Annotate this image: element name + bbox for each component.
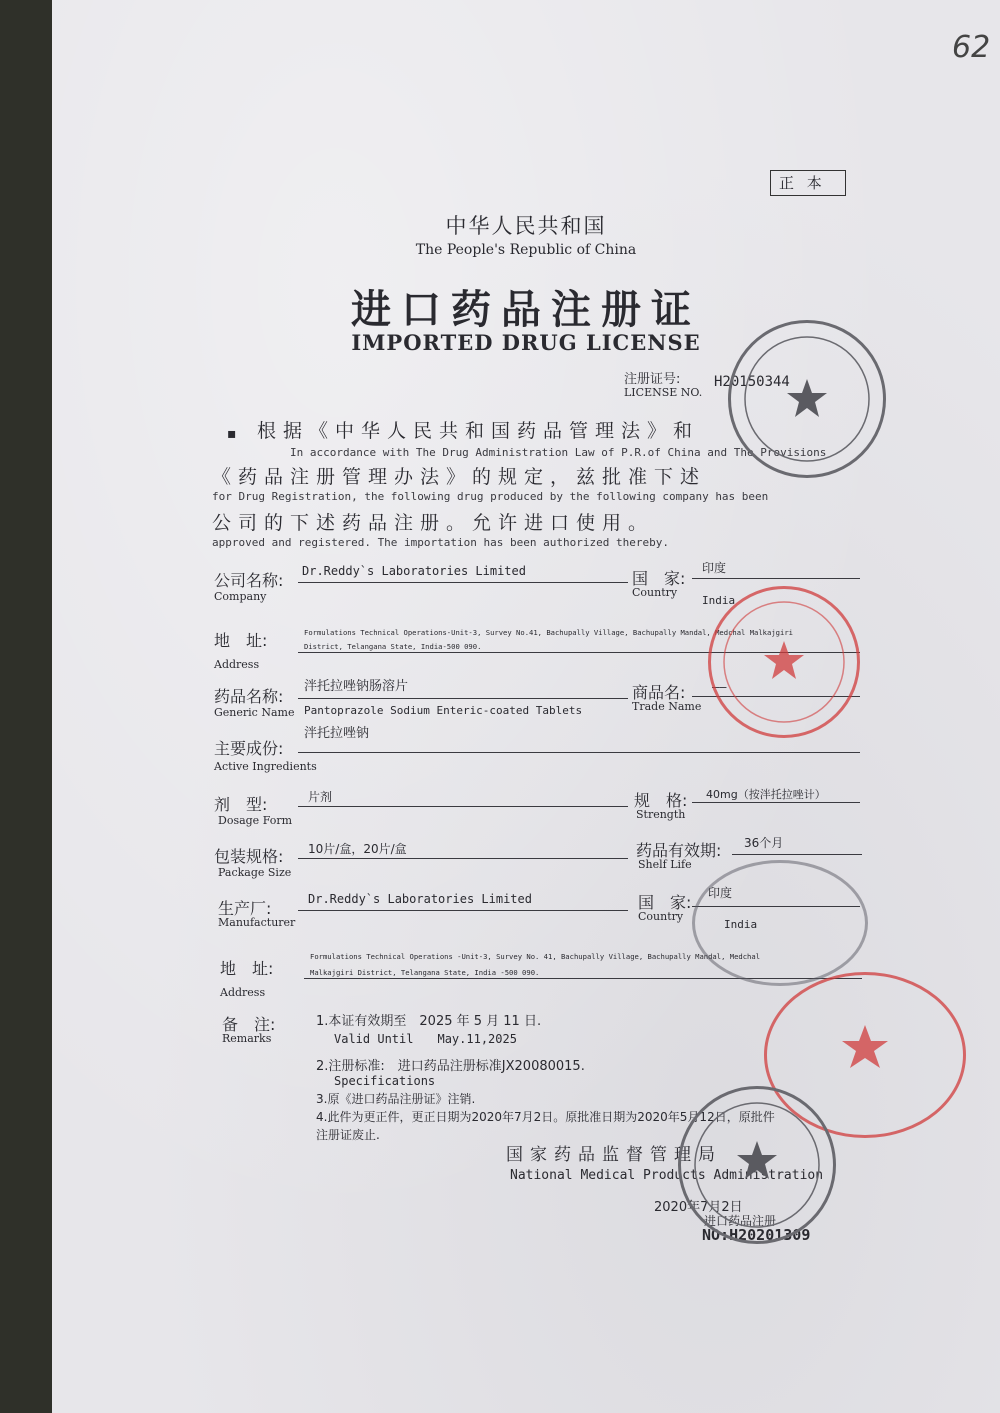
license-no: H20150344 — [714, 374, 790, 390]
remarks-label-en: Remarks — [222, 1032, 272, 1045]
bullet-dot: ▪ — [227, 426, 237, 442]
remarks-item2-zh: 2.注册标准: 进口药品注册标准JX20080015. — [316, 1059, 585, 1074]
stamp-company-rep-office-svg — [731, 323, 883, 475]
strength-label-en: Strength — [636, 808, 686, 821]
generic-underline — [298, 698, 628, 699]
scan-frame-edge — [0, 0, 52, 1413]
company-label-en: Company — [214, 590, 267, 603]
intro-line3-en: approved and registered. The importation has been authorized thereby. — [212, 536, 669, 549]
stamp-red-upper-svg — [711, 589, 857, 735]
remarks-item4-line1: 4.此件为更正件，更正日期为2020年7月2日。原批准日期为2020年5月12日，原批件 — [316, 1110, 775, 1124]
strength-value: 40mg（按泮托拉唑计） — [706, 788, 826, 801]
country1-label-en: Country — [632, 586, 678, 599]
country1-underline — [692, 578, 860, 579]
license-title-en: IMPORTED DRUG LICENSE — [351, 330, 701, 355]
issuer-name-zh: 国家药品监督管理局 — [506, 1145, 722, 1165]
generic-value-en: Pantoprazole Sodium Enteric-coated Tablets — [304, 704, 583, 717]
address1-value-line1: Formulations Technical Operations-Unit-3, Survey No.41, Bachupally Village, Bachupally Mandal, Medchal Malkajgiri — [304, 628, 793, 637]
dosage-value: 片剂 — [308, 790, 333, 804]
intro-line3-zh: 公司的下述药品注册。允许进口使用。 — [212, 512, 655, 534]
shelf-label-zh: 药品有效期: — [636, 841, 722, 860]
dosage-label-zh: 剂 型: — [214, 795, 268, 814]
shelf-label-en: Shelf Life — [638, 858, 692, 871]
company-underline — [298, 582, 628, 583]
intro-line1-en: In accordance with The Drug Administration Law of P.R.of China and The Provisions — [290, 446, 827, 459]
active-underline — [298, 752, 860, 753]
license-no-label-en: LICENSE NO. — [624, 386, 703, 399]
original-tag: 正 本 — [779, 174, 826, 192]
remarks-item1-zh: 1.本证有效期至 2025 年 5 月 11 日. — [316, 1014, 542, 1029]
strength-underline — [692, 802, 860, 803]
country2-label-zh: 国 家: — [638, 893, 692, 912]
remarks-item4-line2: 注册证废止. — [316, 1128, 380, 1142]
company-value: Dr.Reddy`s Laboratories Limited — [302, 564, 526, 578]
country2-label-en: Country — [638, 910, 684, 923]
stamp-company-rep-office — [728, 320, 886, 478]
issuer-name-en: National Medical Products Administration — [510, 1168, 824, 1183]
intro-line2-zh: 《药品注册管理办法》的规定，兹批准下述 — [212, 466, 707, 488]
manufacturer-label-en: Manufacturer — [218, 916, 296, 929]
country-title-zh: 中华人民共和国 — [445, 214, 607, 238]
issue-code-label: 进口药品注册 — [704, 1214, 777, 1228]
license-title-zh: 进口药品注册证 — [351, 287, 701, 333]
shelf-value: 36个月 — [744, 836, 784, 850]
original-tag-box — [770, 170, 846, 196]
shelf-underline — [732, 854, 862, 855]
address2-value-line1: Formulations Technical Operations -Unit-3, Survey No. 41, Bachupally Village, Bachupally Mandal, Medchal — [310, 952, 761, 961]
manufacturer-label-zh: 生产厂: — [218, 899, 272, 918]
country1-value-en: India — [702, 594, 736, 607]
generic-label-zh: 药品名称: — [214, 687, 284, 706]
country2-value-zh: 印度 — [708, 886, 733, 900]
address2-label-zh: 地 址: — [220, 959, 274, 978]
remarks-label-zh: 备 注: — [222, 1015, 276, 1034]
address1-label-en: Address — [214, 658, 260, 671]
address2-label-en: Address — [220, 986, 266, 999]
manufacturer-value: Dr.Reddy`s Laboratories Limited — [308, 892, 532, 906]
stamp-nmpa — [678, 1086, 836, 1244]
active-value: 泮托拉唑钠 — [304, 726, 370, 741]
intro-line1-zh: 根据《中华人民共和国药品管理法》和 — [257, 420, 700, 442]
package-underline — [298, 858, 628, 859]
country2-value-en: India — [724, 918, 758, 931]
stamp-nmpa-svg — [681, 1089, 833, 1241]
license-no-label-zh: 注册证号: — [624, 372, 681, 387]
dosage-label-en: Dosage Form — [218, 814, 293, 827]
package-label-en: Package Size — [218, 866, 292, 879]
issue-code: NO:H20201309 — [702, 1226, 811, 1244]
remarks-item2-en: Specifications — [334, 1074, 436, 1088]
address1-label-zh: 地 址: — [214, 631, 268, 650]
country-title-en: The People's Republic of China — [415, 242, 637, 258]
package-value: 10片/盒，20片/盒 — [308, 842, 407, 856]
trade-label-en: Trade Name — [632, 700, 702, 713]
dosage-underline — [298, 806, 628, 807]
package-label-zh: 包装规格: — [214, 847, 284, 866]
address2-value-line2: Malkajgiri District, Telangana State, India -500 090. — [310, 968, 540, 977]
issue-date: 2020年7月2日 — [654, 1200, 743, 1215]
stamp-red-upper — [708, 586, 860, 738]
country1-label-zh: 国 家: — [632, 569, 686, 588]
stamp-distributor-grey — [692, 860, 868, 986]
strength-label-zh: 规 格: — [634, 791, 688, 810]
active-label-en: Active Ingredients — [214, 760, 317, 773]
company-label-zh: 公司名称: — [214, 571, 284, 590]
trade-label-zh: 商品名: — [632, 683, 686, 702]
remarks-item1-en: Valid Until May.11,2025 — [334, 1032, 517, 1046]
intro-line2-en: for Drug Registration, the following drug produced by the following company has been — [212, 490, 769, 503]
license-document — [52, 0, 1000, 1413]
manufacturer-underline — [298, 910, 628, 911]
country1-value-zh: 印度 — [702, 561, 727, 575]
active-label-zh: 主要成份: — [214, 739, 284, 758]
remarks-item3: 3.原《进口药品注册证》注销. — [316, 1092, 476, 1106]
trade-value: —— — [712, 680, 727, 694]
address1-value-line2: District, Telangana State, India-500 090. — [304, 642, 482, 651]
page-number-mark: 62 — [952, 30, 991, 65]
generic-value-zh: 泮托拉唑钠肠溶片 — [304, 679, 409, 694]
generic-label-en: Generic Name — [214, 706, 295, 719]
